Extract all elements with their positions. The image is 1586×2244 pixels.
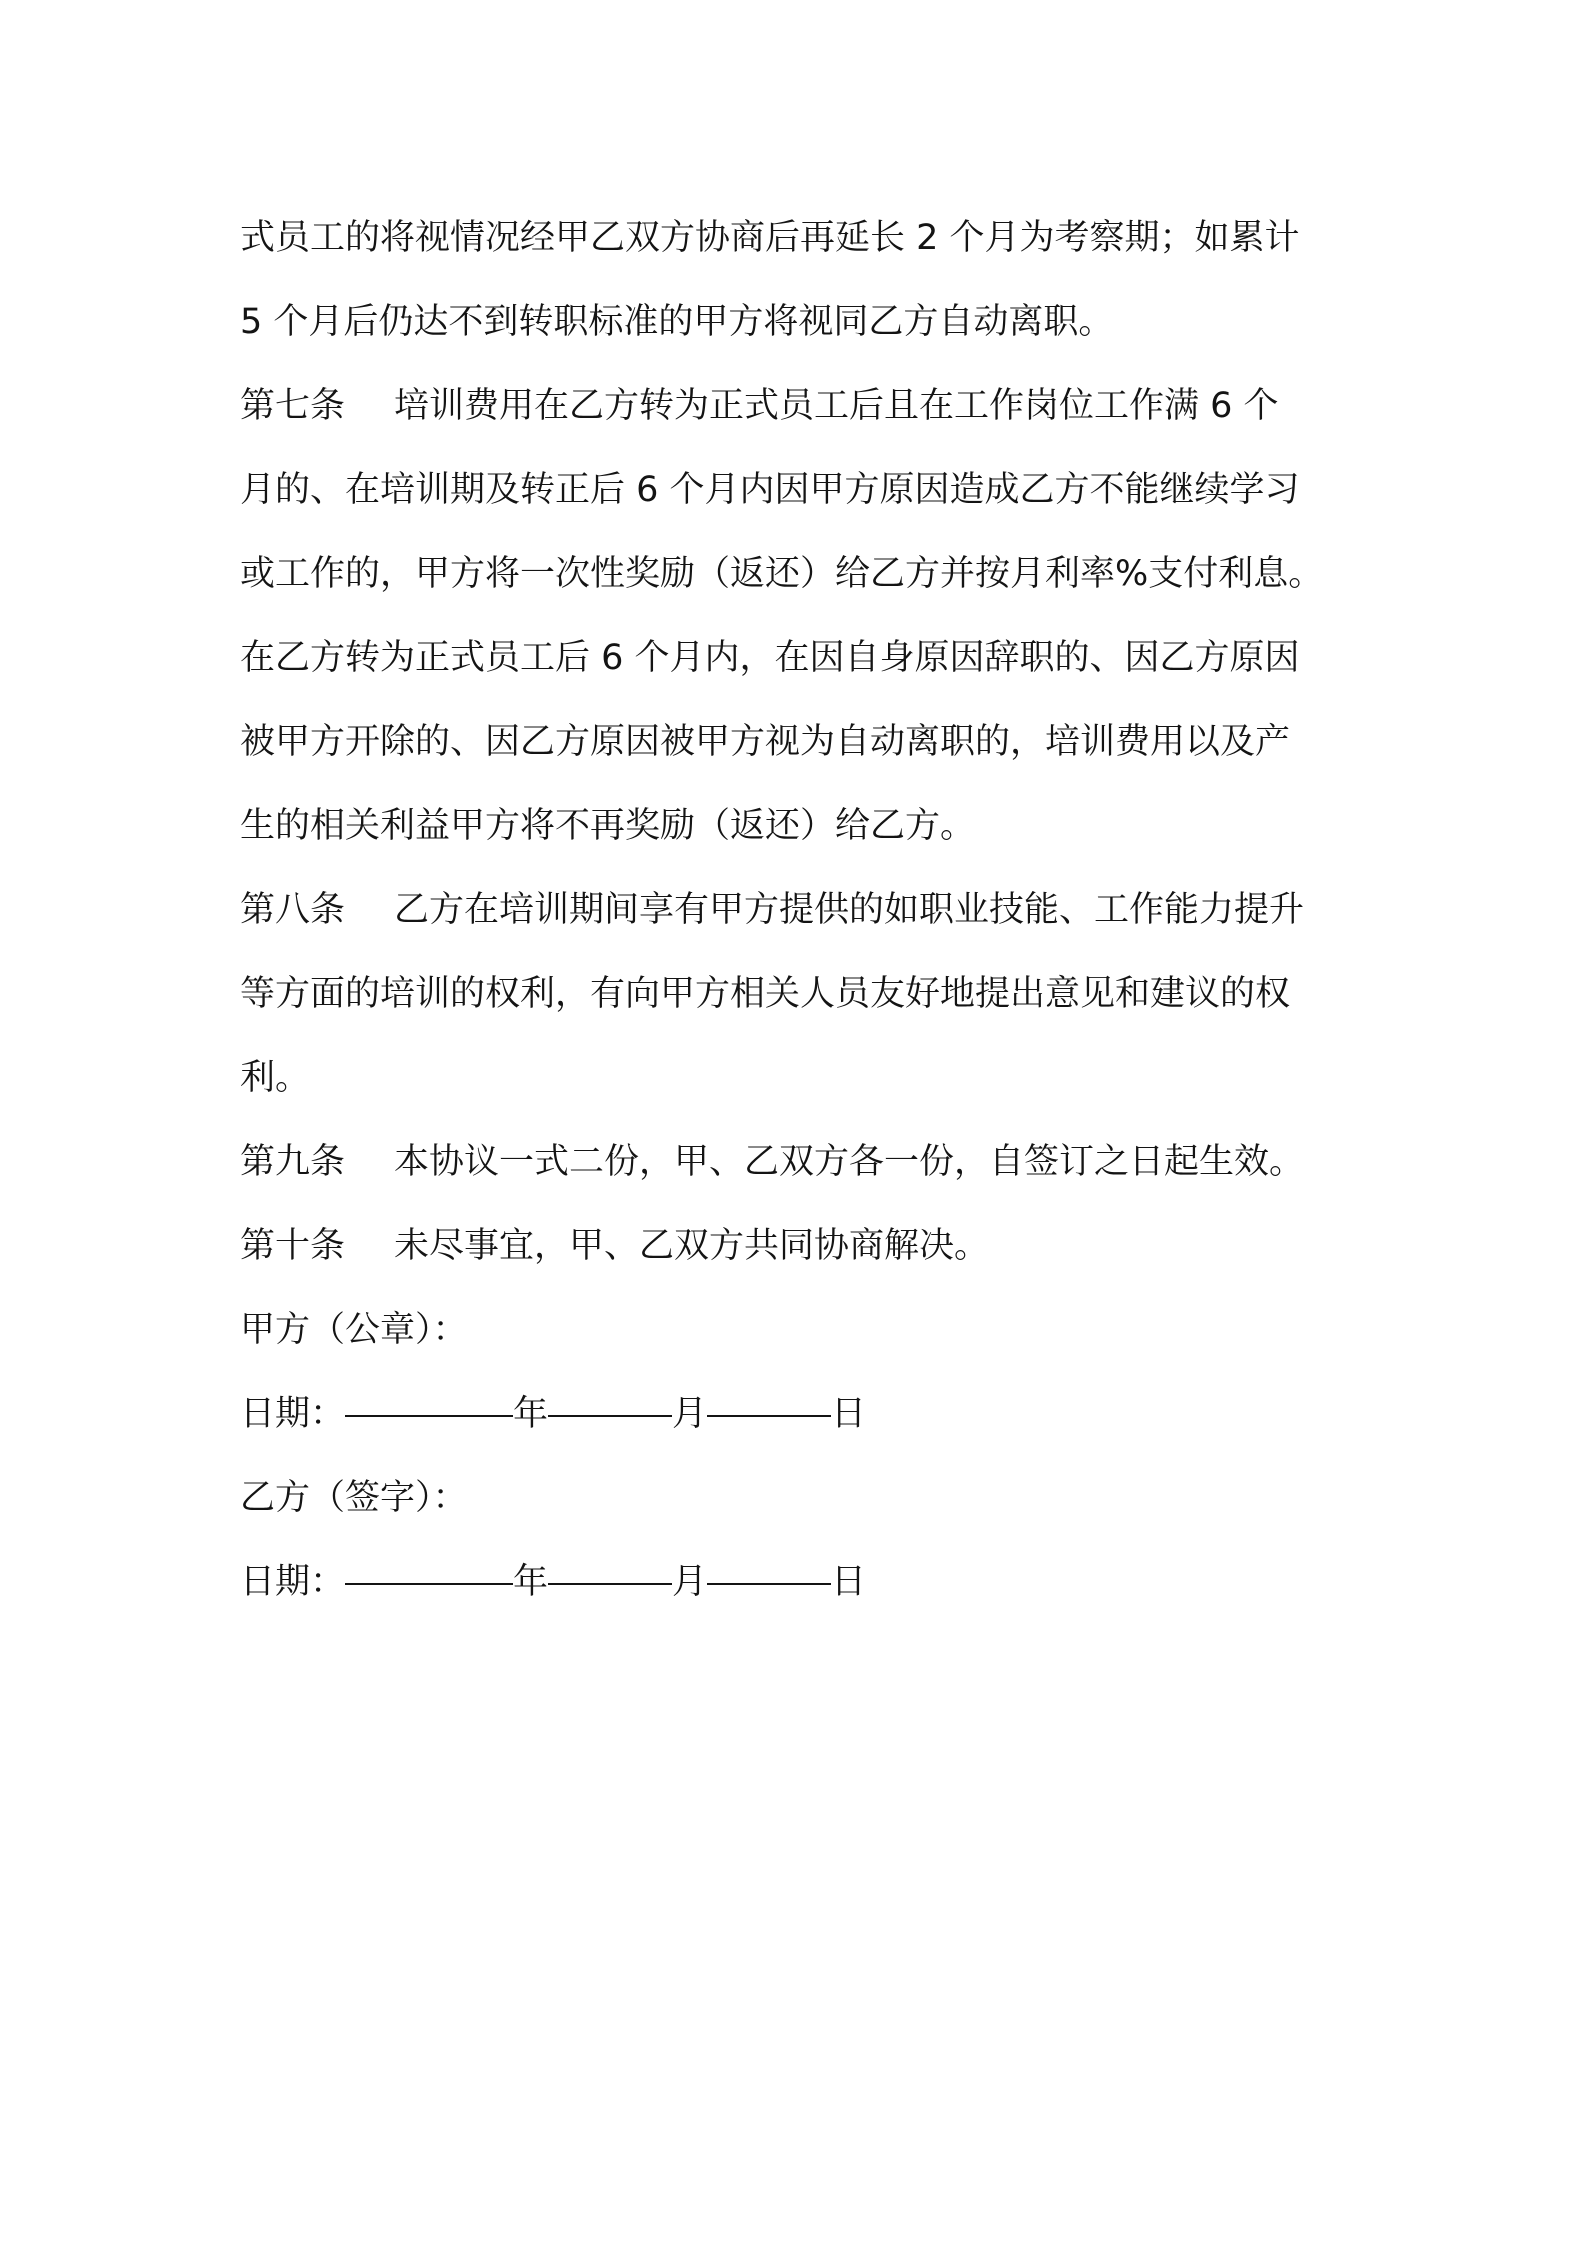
year-blank[interactable] bbox=[345, 1414, 513, 1417]
month-blank[interactable] bbox=[548, 1582, 672, 1585]
article-7-line: 被甲方开除的、因乙方原因被甲方视为自动离职的，培训费用以及产 bbox=[240, 722, 1291, 762]
article-8-line: 等方面的培训的权利，有向甲方相关人员友好地提出意见和建议的权 bbox=[240, 974, 1291, 1014]
month-label: 月 bbox=[672, 1562, 708, 1602]
day-label: 日 bbox=[831, 1394, 867, 1434]
article-8-first-line bbox=[240, 868, 1358, 952]
paragraph-line: 式员工的将视情况经甲乙双方协商后再延长 2 个月为考察期；如累计 bbox=[240, 218, 1300, 258]
article-7-text: 培训费用在乙方转为正式员工后且在工作岗位工作满 6 个 bbox=[394, 386, 1279, 426]
article-9-text: 本协议一式二份，甲、乙双方各一份，自签订之日起生效。 bbox=[394, 1142, 1305, 1182]
article-7-label: 第七条 bbox=[240, 386, 346, 426]
date-label: 日期： bbox=[240, 1562, 346, 1602]
year-label: 年 bbox=[513, 1394, 549, 1434]
article-7-line: 月的、在培训期及转正后 6 个月内因甲方原因造成乙方不能继续学习 bbox=[240, 470, 1300, 510]
article-7-line: 或工作的，甲方将一次性奖励（返还）给乙方并按月利率%支付利息。 bbox=[240, 554, 1324, 594]
article-10-label: 第十条 bbox=[240, 1226, 346, 1266]
month-blank[interactable] bbox=[548, 1414, 672, 1417]
year-label: 年 bbox=[513, 1562, 549, 1602]
day-blank[interactable] bbox=[707, 1582, 831, 1585]
article-7-line: 生的相关利益甲方将不再奖励（返还）给乙方。 bbox=[240, 806, 976, 846]
article-10-line bbox=[240, 1204, 1358, 1288]
article-7-line: 在乙方转为正式员工后 6 个月内，在因自身原因辞职的、因乙方原因 bbox=[240, 638, 1300, 678]
article-9-line bbox=[240, 1120, 1358, 1204]
article-7-first-line bbox=[240, 364, 1358, 448]
article-8-line: 利。 bbox=[240, 1058, 311, 1098]
day-label: 日 bbox=[831, 1562, 867, 1602]
document-body bbox=[240, 196, 1358, 1624]
party-a-seal-label: 甲方（公章）： bbox=[240, 1310, 468, 1350]
article-8-text: 乙方在培训期间享有甲方提供的如职业技能、工作能力提升 bbox=[394, 890, 1305, 930]
party-b-date-row bbox=[240, 1540, 1358, 1624]
month-label: 月 bbox=[672, 1394, 708, 1434]
date-label: 日期： bbox=[240, 1394, 346, 1434]
party-a-date-row bbox=[240, 1372, 1358, 1456]
article-8-label: 第八条 bbox=[240, 890, 346, 930]
article-10-text: 未尽事宜，甲、乙双方共同协商解决。 bbox=[394, 1226, 990, 1266]
day-blank[interactable] bbox=[707, 1414, 831, 1417]
paragraph-line: 5 个月后仍达不到转职标准的甲方将视同乙方自动离职。 bbox=[240, 302, 1114, 342]
article-9-label: 第九条 bbox=[240, 1142, 346, 1182]
party-b-signature-label: 乙方（签字）： bbox=[240, 1478, 468, 1518]
year-blank[interactable] bbox=[345, 1582, 513, 1585]
